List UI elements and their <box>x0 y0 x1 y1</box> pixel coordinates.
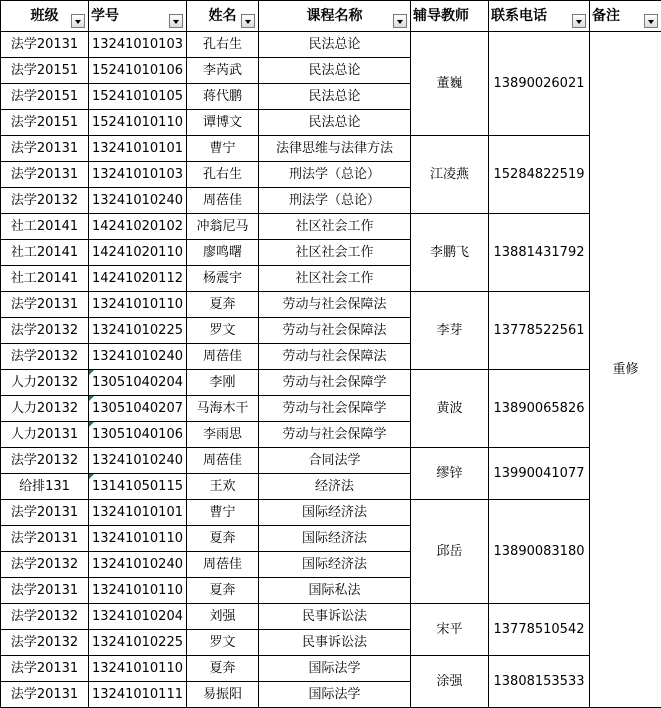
cell-phone[interactable]: 15284822519 <box>489 136 590 214</box>
cell-course[interactable]: 国际经济法 <box>259 500 411 526</box>
cell-student-id[interactable]: 13241010101 <box>89 500 187 526</box>
table-row <box>1 136 661 162</box>
cell-name[interactable]: 夏奔 <box>187 578 259 604</box>
cell-course[interactable]: 经济法 <box>259 474 411 500</box>
cell-class[interactable]: 法学20131 <box>1 526 89 552</box>
cell-class[interactable]: 法学20131 <box>1 292 89 318</box>
cell-class[interactable]: 法学20132 <box>1 448 89 474</box>
cell-phone[interactable]: 13890026021 <box>489 32 590 136</box>
cell-tutor[interactable]: 缪锌 <box>411 448 489 500</box>
table-row <box>1 448 661 474</box>
cell-student-id[interactable]: 13241010225 <box>89 318 187 344</box>
column-header-class <box>1 1 89 32</box>
cell-student-id[interactable]: 13241010240 <box>89 188 187 214</box>
cell-phone[interactable]: 13890065826 <box>489 370 590 448</box>
column-header-label: 姓名 <box>209 1 237 31</box>
cell-phone[interactable]: 13881431792 <box>489 214 590 292</box>
cell-name[interactable]: 夏奔 <box>187 292 259 318</box>
cell-name[interactable]: 易振阳 <box>187 682 259 708</box>
cell-student-id[interactable]: 13241010103 <box>89 32 187 58</box>
cell-tutor[interactable]: 李鹏飞 <box>411 214 489 292</box>
cell-class[interactable]: 法学20132 <box>1 188 89 214</box>
cell-tutor[interactable]: 宋平 <box>411 604 489 656</box>
filter-dropdown-icon[interactable] <box>169 14 183 28</box>
cell-course[interactable]: 国际法学 <box>259 682 411 708</box>
cell-class[interactable]: 法学20131 <box>1 578 89 604</box>
cell-course[interactable]: 社区社会工作 <box>259 214 411 240</box>
cell-tutor[interactable]: 涂强 <box>411 656 489 708</box>
cell-student-id[interactable]: 13051040207 <box>89 396 187 422</box>
cell-name[interactable]: 周蓓佳 <box>187 552 259 578</box>
cell-student-id[interactable]: 13241010110 <box>89 526 187 552</box>
cell-name[interactable]: 孔右生 <box>187 162 259 188</box>
cell-course[interactable]: 劳动与社会保障法 <box>259 318 411 344</box>
table-row <box>1 370 661 396</box>
filter-dropdown-icon[interactable] <box>572 14 586 28</box>
cell-student-id[interactable]: 15241010105 <box>89 84 187 110</box>
cell-course[interactable]: 刑法学（总论） <box>259 162 411 188</box>
cell-course[interactable]: 刑法学（总论） <box>259 188 411 214</box>
cell-class[interactable]: 法学20151 <box>1 110 89 136</box>
cell-class[interactable]: 社工20141 <box>1 266 89 292</box>
cell-tutor[interactable]: 李芽 <box>411 292 489 370</box>
cell-name[interactable]: 罗文 <box>187 318 259 344</box>
cell-name[interactable]: 李雨思 <box>187 422 259 448</box>
cell-class[interactable]: 法学20132 <box>1 630 89 656</box>
cell-tutor[interactable]: 江凌燕 <box>411 136 489 214</box>
table-row <box>1 32 661 58</box>
table-row <box>1 500 661 526</box>
table-row <box>1 656 661 682</box>
cell-course[interactable]: 民事诉讼法 <box>259 630 411 656</box>
column-header-label: 辅导教师 <box>413 1 469 31</box>
cell-course[interactable]: 合同法学 <box>259 448 411 474</box>
cell-name[interactable]: 王欢 <box>187 474 259 500</box>
cell-name[interactable]: 马海木干 <box>187 396 259 422</box>
cell-tutor[interactable]: 邱岳 <box>411 500 489 604</box>
cell-course[interactable]: 社区社会工作 <box>259 266 411 292</box>
column-header-tutor <box>411 1 489 32</box>
cell-class[interactable]: 法学20132 <box>1 552 89 578</box>
cell-name[interactable]: 李刚 <box>187 370 259 396</box>
column-header-remark <box>590 1 661 32</box>
cell-name[interactable]: 刘强 <box>187 604 259 630</box>
column-header-phone <box>489 1 590 32</box>
cell-class[interactable]: 社工20141 <box>1 240 89 266</box>
cell-name[interactable]: 周蓓佳 <box>187 344 259 370</box>
cell-name[interactable]: 周蓓佳 <box>187 448 259 474</box>
cell-class[interactable]: 法学20131 <box>1 32 89 58</box>
cell-name[interactable]: 罗文 <box>187 630 259 656</box>
cell-phone[interactable]: 13890083180 <box>489 500 590 604</box>
cell-course[interactable]: 民法总论 <box>259 32 411 58</box>
cell-name[interactable]: 廖鸣曙 <box>187 240 259 266</box>
column-header-label: 课程名称 <box>307 1 363 31</box>
cell-tutor[interactable]: 黄波 <box>411 370 489 448</box>
cell-name[interactable]: 李芮武 <box>187 58 259 84</box>
cell-course[interactable]: 民事诉讼法 <box>259 604 411 630</box>
cell-class[interactable]: 给排131 <box>1 474 89 500</box>
cell-student-id[interactable]: 13241010240 <box>89 344 187 370</box>
cell-name[interactable]: 曹宁 <box>187 136 259 162</box>
filter-dropdown-icon[interactable] <box>644 14 658 28</box>
column-header-course <box>259 1 411 32</box>
cell-course[interactable]: 劳动与社会保障法 <box>259 344 411 370</box>
cell-course[interactable]: 国际法学 <box>259 656 411 682</box>
cell-course[interactable]: 劳动与社会保障学 <box>259 422 411 448</box>
cell-class[interactable]: 法学20131 <box>1 500 89 526</box>
cell-student-id[interactable]: 15241010106 <box>89 58 187 84</box>
cell-class[interactable]: 法学20131 <box>1 656 89 682</box>
column-header-id <box>89 1 187 32</box>
cell-phone[interactable]: 13808153533 <box>489 656 590 708</box>
cell-class[interactable]: 人力20131 <box>1 422 89 448</box>
cell-name[interactable]: 谭博文 <box>187 110 259 136</box>
cell-class[interactable]: 法学20132 <box>1 604 89 630</box>
cell-student-id[interactable]: 15241010110 <box>89 110 187 136</box>
cell-student-id[interactable]: 13051040106 <box>89 422 187 448</box>
cell-course[interactable]: 法律思维与法律方法 <box>259 136 411 162</box>
cell-course[interactable]: 劳动与社会保障学 <box>259 396 411 422</box>
cell-course[interactable]: 劳动与社会保障学 <box>259 370 411 396</box>
cell-student-id[interactable]: 13141050115 <box>89 474 187 500</box>
cell-student-id[interactable]: 13241010103 <box>89 162 187 188</box>
filter-dropdown-icon[interactable] <box>393 14 407 28</box>
cell-student-id[interactable]: 13241010204 <box>89 604 187 630</box>
cell-phone[interactable]: 13990041077 <box>489 448 590 500</box>
cell-student-id[interactable]: 14241020110 <box>89 240 187 266</box>
cell-name[interactable]: 蒋代鹏 <box>187 84 259 110</box>
cell-tutor[interactable]: 董巍 <box>411 32 489 136</box>
cell-class[interactable]: 社工20141 <box>1 214 89 240</box>
cell-student-id[interactable]: 14241020112 <box>89 266 187 292</box>
cell-name[interactable]: 夏奔 <box>187 656 259 682</box>
cell-course[interactable]: 民法总论 <box>259 58 411 84</box>
cell-class[interactable]: 法学20151 <box>1 58 89 84</box>
cell-student-id[interactable]: 13241010111 <box>89 682 187 708</box>
cell-name[interactable]: 周蓓佳 <box>187 188 259 214</box>
cell-name[interactable]: 孔右生 <box>187 32 259 58</box>
cell-student-id[interactable]: 13241010101 <box>89 136 187 162</box>
column-header-label: 学号 <box>91 1 119 31</box>
cell-student-id[interactable]: 13241010110 <box>89 656 187 682</box>
table-row <box>1 214 661 240</box>
table-row <box>1 292 661 318</box>
cell-class[interactable]: 法学20132 <box>1 318 89 344</box>
cell-remark[interactable]: 重修 <box>590 32 661 708</box>
cell-class[interactable]: 法学20131 <box>1 162 89 188</box>
cell-course[interactable]: 社区社会工作 <box>259 240 411 266</box>
cell-student-id[interactable]: 13241010110 <box>89 292 187 318</box>
cell-class[interactable]: 法学20131 <box>1 136 89 162</box>
cell-course[interactable]: 民法总论 <box>259 84 411 110</box>
cell-course[interactable]: 国际经济法 <box>259 526 411 552</box>
cell-class[interactable]: 法学20132 <box>1 344 89 370</box>
cell-student-id[interactable]: 14241020102 <box>89 214 187 240</box>
column-header-label: 班级 <box>31 1 59 31</box>
filter-dropdown-icon[interactable] <box>71 14 85 28</box>
cell-name[interactable]: 夏奔 <box>187 526 259 552</box>
column-header-label: 联系电话 <box>491 1 547 31</box>
cell-course[interactable]: 国际私法 <box>259 578 411 604</box>
cell-phone[interactable]: 13778510542 <box>489 604 590 656</box>
cell-student-id[interactable]: 13241010110 <box>89 578 187 604</box>
cell-course[interactable]: 民法总论 <box>259 110 411 136</box>
column-header-name <box>187 1 259 32</box>
cell-student-id[interactable]: 13241010240 <box>89 448 187 474</box>
cell-class[interactable]: 人力20132 <box>1 396 89 422</box>
cell-name[interactable]: 杨震宇 <box>187 266 259 292</box>
filter-dropdown-icon[interactable] <box>241 14 255 28</box>
cell-class[interactable]: 法学20151 <box>1 84 89 110</box>
cell-student-id[interactable]: 13241010240 <box>89 552 187 578</box>
column-header-label: 备注 <box>592 1 620 31</box>
cell-class[interactable]: 法学20131 <box>1 682 89 708</box>
cell-course[interactable]: 国际经济法 <box>259 552 411 578</box>
cell-class[interactable]: 人力20132 <box>1 370 89 396</box>
cell-course[interactable]: 劳动与社会保障法 <box>259 292 411 318</box>
table-row <box>1 604 661 630</box>
header-row <box>1 1 661 32</box>
cell-phone[interactable]: 13778522561 <box>489 292 590 370</box>
cell-name[interactable]: 冲翁尼马 <box>187 214 259 240</box>
cell-name[interactable]: 曹宁 <box>187 500 259 526</box>
cell-student-id[interactable]: 13051040204 <box>89 370 187 396</box>
cell-student-id[interactable]: 13241010225 <box>89 630 187 656</box>
